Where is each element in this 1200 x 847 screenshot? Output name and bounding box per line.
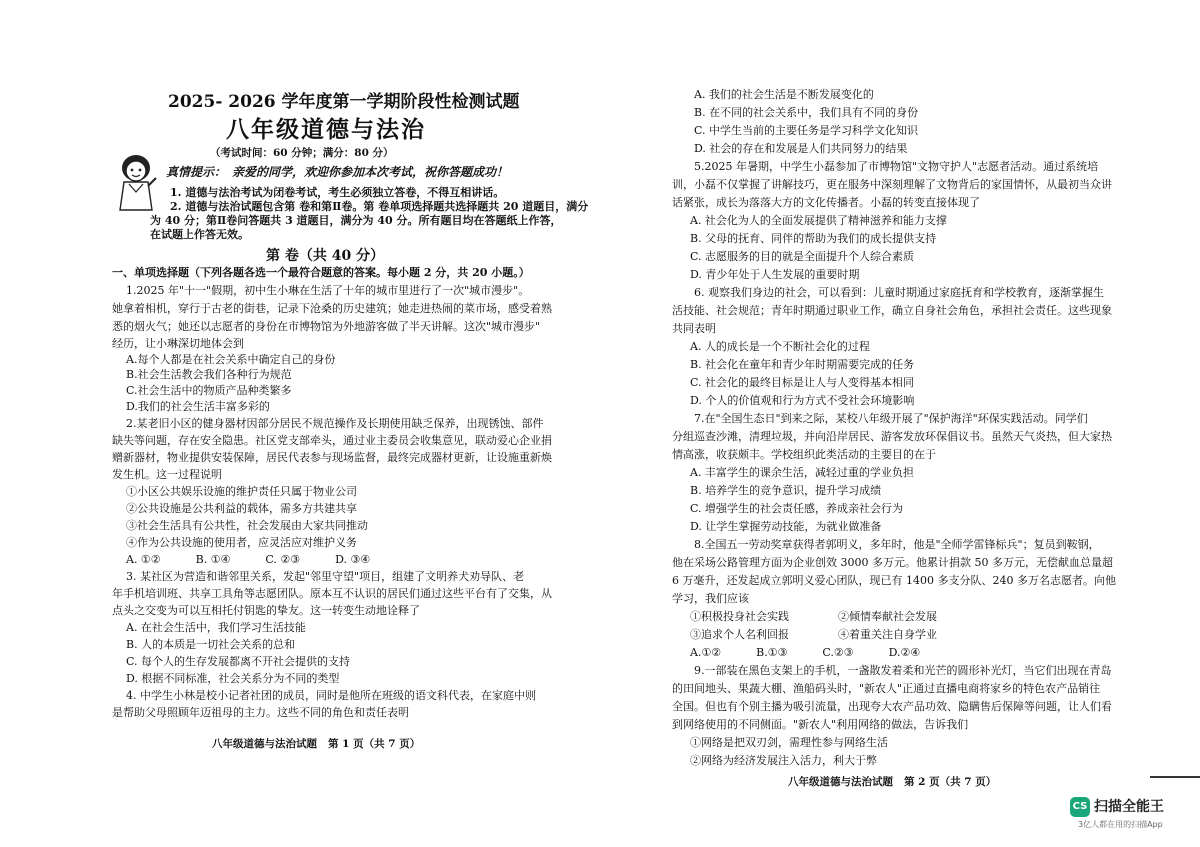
- option-a: A. 在社会生活中，我们学习生活技能: [126, 621, 306, 634]
- statement-item: ②网络为经济发展注入活力，利大于弊: [690, 754, 877, 767]
- part-title: 一、单项选择题（下列各题各选一个最符合题意的答案。每小题 2 分，共 20 小题。）: [112, 266, 530, 279]
- option-d: D. 根据不同标准，社会关系分为不同的类型: [126, 672, 340, 685]
- page-footer: 八年级道德与法治试题 第 1 页（共 7 页）: [212, 738, 421, 750]
- option-d: D.我们的社会生活丰富多彩的: [126, 400, 270, 413]
- question-2-stem: 赠新器材，物业提供安装保障，居民代表参与现场监督，最终完成器材更新，让设施重新焕: [112, 451, 552, 464]
- question-5-stem: 话紧张，成长为落落大方的文化传播者。小磊的转变直接体现了: [672, 196, 980, 209]
- exam-title: 2025- 2026 学年度第一学期阶段性检测试题: [168, 92, 520, 112]
- option-b: B. 父母的抚育、同伴的帮助为我们的成长提供支持: [690, 232, 937, 245]
- question-6-stem: 共同表明: [672, 322, 716, 335]
- statement-item: ③社会生活具有公共性，社会发展由大家共同推动: [126, 519, 368, 532]
- option-d: D. 让学生掌握劳动技能，为就业做准备: [690, 520, 882, 533]
- question-3-stem: 年手机培训班、共享工具角等志愿团队。原本互不认识的居民们通过这些平台有了交集，从: [112, 587, 552, 600]
- option-a: A. 我们的社会生活是不断发展变化的: [694, 88, 874, 101]
- question-1-stem: 经历，让小琳深切地体会到: [112, 337, 244, 350]
- question-3-stem: 点头之交变为可以互相托付钥匙的挚友。这一转变生动地诠释了: [112, 604, 420, 617]
- question-8-stem: 6 万毫升，还发起成立郭明义爱心团队，现已有 1400 多支分队、240 多万名志愿者。向他: [672, 574, 1116, 587]
- tip-label: 真情提示：: [166, 165, 227, 179]
- page-2: [600, 0, 1200, 847]
- subject-title: 八年级道德与法治: [226, 116, 426, 143]
- question-4-stem: 是帮助父母照顾年迈祖母的主力。这些不同的角色和责任表明: [112, 706, 409, 719]
- question-6-stem: 活技能、社会规范；青年时期通过职业工作，确立自身社会角色，承担社会责任。这些现象: [672, 304, 1112, 317]
- tip-text: 亲爱的同学，欢迎你参加本次考试，祝你答题成功！: [232, 165, 509, 179]
- answer-options: A.①② B.①③ C.②③ D.②④: [690, 646, 921, 659]
- option-b: B. 在不同的社会关系中，我们具有不同的身份: [694, 106, 919, 119]
- option-c: C. 志愿服务的目的就是全面提升个人综合素质: [690, 250, 915, 263]
- option-c: C. 社会化的最终目标是让人与人变得基本相同: [690, 376, 915, 389]
- question-7-stem: 7.在"全国生态日"到来之际，某校八年级开展了"保护海洋"环保实践活动。同学们: [694, 412, 1088, 425]
- question-3-stem: 3. 某社区为营造和谐邻里关系，发起"邻里守望"项目，组建了文明养犬劝导队、老: [126, 570, 525, 583]
- statement-item: ①积极投身社会实践 ②倾情奉献社会发展: [690, 610, 937, 623]
- question-9-stem: 到网络使用的不同侧面。"新农人"利用网络的做法，告诉我们: [672, 718, 969, 731]
- option-d: D. 个人的价值观和行为方式不受社会环境影响: [690, 394, 915, 407]
- question-1-stem: 她拿着相机，穿行于古老的街巷，记录下沧桑的历史建筑；她走进热闹的菜市场，感受着熟: [112, 302, 552, 315]
- question-1-stem: 1.2025 年"十一"假期，初中生小琳在生活了十年的城市里进行了一次"城市漫步"。: [126, 284, 530, 297]
- question-7-stem: 情高涨，收获颇丰。学校组织此类活动的主要目的在于: [672, 448, 936, 461]
- question-8-stem: 学习，我们应该: [672, 592, 749, 605]
- question-5-stem: 5.2025 年暑期，中学生小磊参加了市博物馆"文物守护人"志愿者活动。通过系统培: [694, 160, 1099, 173]
- question-2-stem: 发生机。这一过程说明: [112, 468, 222, 481]
- option-c: C. 每个人的生存发展都离不开社会提供的支持: [126, 655, 351, 668]
- statement-item: ④作为公共设施的使用者，应灵活应对维护义务: [126, 536, 357, 549]
- statement-item: ②公共设施是公共利益的载体，需多方共建共享: [126, 502, 357, 515]
- option-b: B. 人的本质是一切社会关系的总和: [126, 638, 296, 651]
- question-7-stem: 分组巡查沙滩，清理垃圾，并向沿岸居民、游客发放环保倡议书。虽然天气炎热，但大家热: [672, 430, 1112, 443]
- question-9-stem: 的田间地头、果蔬大棚、渔船码头时，"新农人"正通过直播电商将家乡的特色农产品销往: [672, 682, 1101, 695]
- page-edge-line: [1150, 776, 1200, 778]
- option-a: A.每个人都是在社会关系中确定自己的身份: [126, 353, 336, 366]
- option-d: D. 青少年处于人生发展的重要时期: [690, 268, 860, 281]
- option-a: A. 丰富学生的课余生活，减轻过重的学业负担: [690, 466, 914, 479]
- note-line: 为 40 分；第Ⅱ卷问答题共 3 道题目，满分为 40 分。所有题目均在答题纸上作答，: [150, 214, 562, 227]
- option-a: A. 人的成长是一个不断社会化的过程: [690, 340, 870, 353]
- statement-item: ③追求个人名利回报 ④着重关注自身学业: [690, 628, 937, 641]
- option-c: C. 中学生当前的主要任务是学习科学文化知识: [694, 124, 919, 137]
- watermark-name: 扫描全能王: [1094, 799, 1164, 815]
- scanner-watermark: [1070, 795, 1180, 835]
- watermark-subtitle: 3亿人都在用的扫描App: [1078, 820, 1163, 829]
- question-4-stem: 4. 中学生小林是校小记者社团的成员，同时是他所在班级的语文科代表，在家庭中则: [126, 689, 536, 702]
- option-c: C. 增强学生的社会责任感，养成亲社会行为: [690, 502, 904, 515]
- section-title: 第 卷（共 40 分）: [266, 248, 385, 264]
- question-6-stem: 6. 观察我们身边的社会，可以看到：儿童时期通过家庭抚育和学校教育，逐渐掌握生: [694, 286, 1104, 299]
- question-5-stem: 训，小磊不仅掌握了讲解技巧，更在服务中深刻理解了文物背后的家国情怀，从最初当众讲: [672, 178, 1112, 191]
- statement-item: ①小区公共娱乐设施的维护责任只属于物业公司: [126, 485, 357, 498]
- option-c: C.社会生活中的物质产品种类繁多: [126, 384, 292, 397]
- option-a: A. 社会化为人的全面发展提供了精神滋养和能力支撑: [690, 214, 947, 227]
- option-b: B. 培养学生的竞争意识，提升学习成绩: [690, 484, 882, 497]
- question-8-stem: 他在采场公路管理方面为企业创效 3000 多万元。他累计捐款 50 多万元，无偿献血总量超: [672, 556, 1113, 569]
- option-b: B.社会生活教会我们各种行为规范: [126, 368, 292, 381]
- question-2-stem: 缺失等问题，存在安全隐患。社区党支部牵头，通过业主委员会收集意见，联动爱心企业捐: [112, 434, 552, 447]
- option-d: D. 社会的存在和发展是人们共同努力的结果: [694, 142, 908, 155]
- question-8-stem: 8.全国五一劳动奖章获得者郭明义，多年时，他是"全师学雷锋标兵"；复员到鞍钢，: [694, 538, 1100, 551]
- question-9-stem: 9.一部装在黑色支架上的手机，一盏散发着柔和光芒的圆形补光灯，当它们出现在青岛: [694, 664, 1112, 677]
- page-footer: 八年级道德与法治试题 第 2 页（共 7 页）: [788, 776, 997, 788]
- note-line: 2. 道德与法治试题包含第 卷和第Ⅱ卷。第 卷单项选择题共选择题共 20 道题目，满分: [170, 200, 589, 213]
- student-cartoon-icon: [112, 152, 160, 212]
- note-line: 1. 道德与法治考试为闭卷考试，考生必须独立答卷，不得互相讲话。: [170, 186, 505, 199]
- exam-info: （考试时间：60 分钟；满分：80 分）: [210, 147, 394, 159]
- statement-item: ①网络是把双刃剑，需理性参与网络生活: [690, 736, 888, 749]
- question-1-stem: 悉的烟火气；她还以志愿者的身份在市博物馆为外地游客做了半天讲解。这次"城市漫步": [112, 320, 541, 333]
- question-2-stem: 2.某老旧小区的健身器材因部分居民不规范操作及长期使用缺乏保养，出现锈蚀、部件: [126, 417, 544, 430]
- note-line: 在试题上作答无效。: [150, 228, 249, 241]
- camscanner-logo-icon: CS: [1070, 797, 1090, 817]
- question-9-stem: 全国。但也有个别主播为吸引流量，出现夸大农产品功效、隐瞒售后保障等问题，让人们看: [672, 700, 1112, 713]
- answer-options: A. ①② B. ①④ C. ②③ D. ③④: [126, 553, 371, 566]
- option-b: B. 社会化在童年和青少年时期需要完成的任务: [690, 358, 915, 371]
